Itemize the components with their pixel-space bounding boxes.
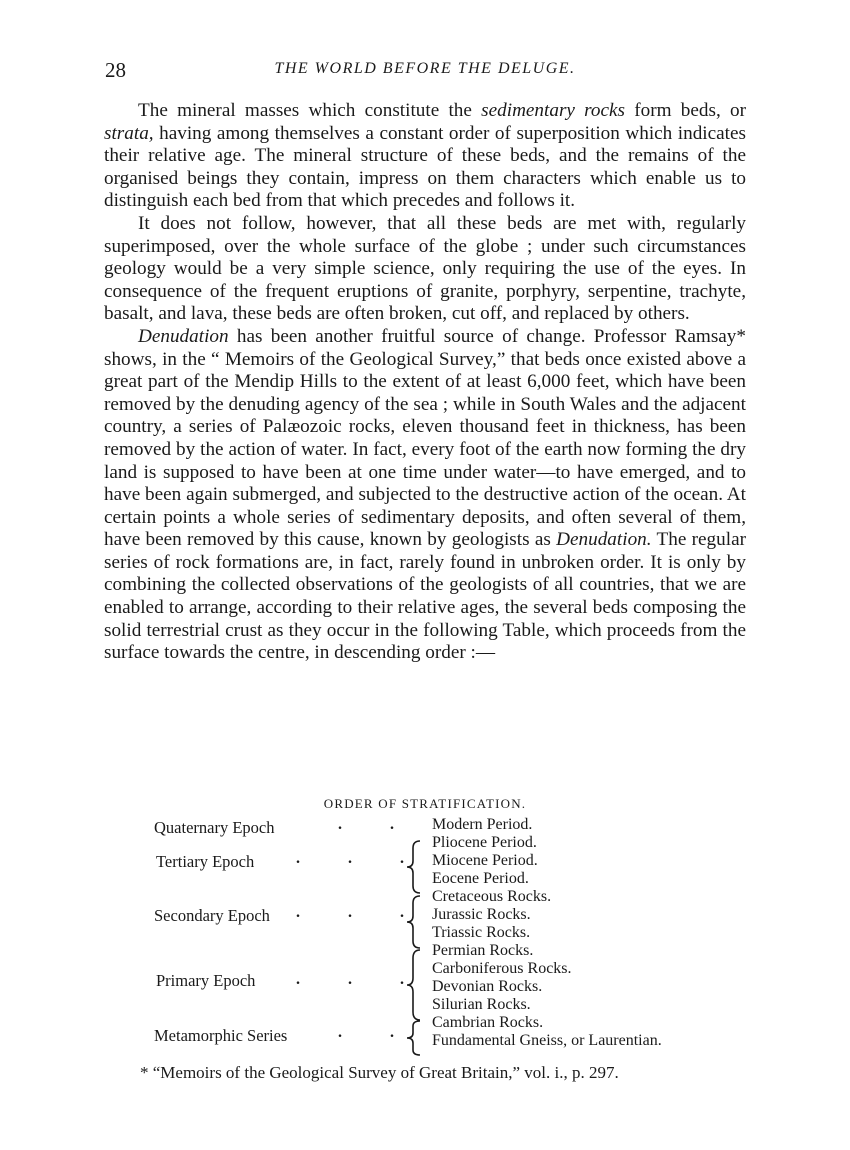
body-paragraph [104, 100, 746, 213]
brace-tertiary [404, 840, 424, 894]
leader-dots: . . . [296, 904, 426, 921]
leader-dots: . . [338, 1024, 416, 1041]
period-item: Carboniferous Rocks. [432, 960, 572, 977]
period-item: Pliocene Period. [432, 834, 537, 851]
text-run: having among themselves a constant order of superposition which indicates their relative age. The mineral structure of these beds, and the remains of the organised beings they contain, impress on them characters which enable us to distinguish each bed from that which precedes and follows it. [104, 122, 746, 212]
period-item: Cretaceous Rocks. [432, 888, 552, 905]
text-run: The mineral masses which constitute the [138, 100, 482, 121]
body-paragraph [104, 213, 746, 326]
italic-term: Denudation [138, 325, 229, 347]
epoch-label: Tertiary Epoch [156, 852, 255, 871]
footnote: * “Memoirs of the Geological Survey of Great Britain,” vol. i., p. 297. [140, 1063, 619, 1082]
period-item: Permian Rocks. [432, 942, 534, 959]
brace-secondary [404, 895, 424, 949]
brace-metamorphic [404, 1020, 424, 1056]
text-run: form beds, or [625, 100, 746, 121]
page-number: 28 [105, 58, 126, 82]
brace-primary [404, 949, 424, 1021]
body-paragraph [104, 326, 746, 665]
epoch-label: Primary Epoch [156, 971, 256, 990]
period-item: Triassic Rocks. [432, 924, 531, 941]
page-header [105, 58, 745, 84]
epoch-label: Secondary Epoch [154, 906, 270, 925]
period-item: Silurian Rocks. [432, 996, 531, 1013]
italic-term: Denudation. [556, 529, 652, 551]
period-item: Fundamental Gneiss, or Laurentian. [432, 1032, 662, 1049]
text-run: It does not follow, however, that all these beds are met with, regularly superimposed, over the whole surface of the globe ; under such circumstances geology would be a very simple science, only requiring the use of the eyes. In consequence of the frequent eruptions of granite, porphyry, serpentine, trachyte, basalt, and lava, these beds are often broken, cut off, and replaced by others. [104, 212, 746, 325]
text-run: has been another fruitful source of change. Professor Ramsay* shows, in the “ Memoirs of the Geological Survey,” that beds once existed above a great part of the Mendip Hills to the extent of at least 6,000 feet, which have been removed by the denuding agency of the sea ; while in South Wales and the adjacent country, a series of Palæozoic rocks, eleven thousand feet in thickness, has been removed by the action of water. In fact, every foot of the earth now forming the dry land is supposed to have been at one time under water—to have emerged, and to have been again submerged, and subjected to the destructive action of the ocean. At certain points a whole series of sedimentary deposits, and often several of them, have been removed by this cause, known by geologists as [104, 325, 746, 551]
period-item: Eocene Period. [432, 870, 529, 887]
italic-term: strata, [104, 122, 154, 144]
epoch-label: Quaternary Epoch [154, 818, 275, 837]
table-caption: ORDER OF STRATIFICATION. [323, 796, 527, 811]
body-text [104, 100, 746, 665]
italic-term: sedimentary rocks [481, 100, 626, 121]
running-title: THE WORLD BEFORE THE DELUGE. [274, 60, 576, 77]
leader-dots: . . . [296, 850, 426, 867]
stratification-table [0, 816, 850, 1056]
leader-dots: . . [338, 816, 416, 833]
leader-dots: . . . [296, 971, 426, 988]
period-item: Miocene Period. [432, 852, 538, 869]
period-item: Cambrian Rocks. [432, 1014, 544, 1031]
period-item: Devonian Rocks. [432, 978, 543, 995]
epoch-label: Metamorphic Series [154, 1026, 288, 1045]
period-item: Jurassic Rocks. [432, 906, 531, 923]
period-item: Modern Period. [432, 816, 533, 833]
text-run: The regular series of rock formations are, in fact, rarely found in unbroken order. It is only by combining the collected observations of the geologists of all countries, that we are enabled to arrange, according to their relative ages, the several beds composing the solid terrestrial crust as they occur in the following Table, which proceeds from the surface towards the centre, in descending order :— [104, 529, 746, 664]
